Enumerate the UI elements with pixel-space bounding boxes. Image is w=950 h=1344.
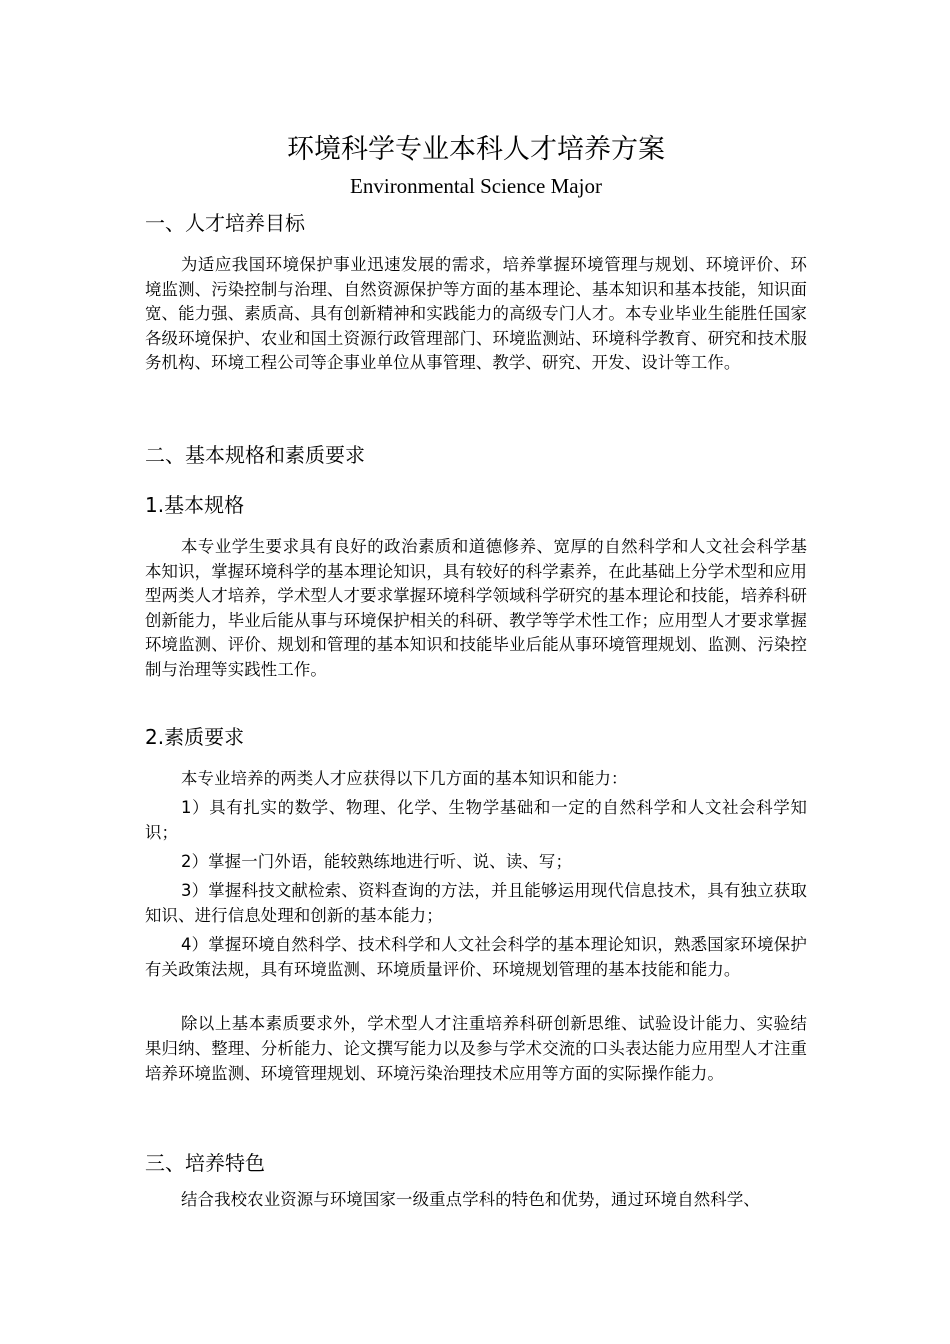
section-1-heading: 一、人才培养目标 bbox=[145, 211, 305, 235]
document-subtitle: Environmental Science Major bbox=[350, 174, 602, 198]
quality-item-1: 1）具有扎实的数学、物理、化学、生物学基础和一定的自然科学和人文社会科学知识； bbox=[145, 798, 807, 842]
section-3-body: 结合我校农业资源与环境国家一级重点学科的特色和优势，通过环境自然科学、 bbox=[181, 1190, 760, 1209]
subsection-quality-heading: 2.素质要求 bbox=[145, 725, 245, 749]
quality-item-3: 3）掌握科技文献检索、资料查询的方法，并且能够运用现代信息技术，具有独立获取知识、进行信息处理和创新的基本能力； bbox=[145, 881, 807, 925]
subsection-basic-spec-body: 本专业学生要求具有良好的政治素质和道德修养、宽厚的自然科学和人文社会科学基本知识，掌握环境科学的基本理论知识，具有较好的科学素养，在此基础上分学术型和应用型两类人才培养，学术型人才要求掌握环境科学领域科学研究的基本理论和技能，培养科研创新能力，毕业后能从事与环境保护相关的科研、教学等学术性工作；应用型人才要求掌握环境监测、评价、规划和管理的基本知识和技能毕业后能从事环境管理规划、监测、污染控制与治理等实践性工作。 bbox=[145, 537, 807, 679]
quality-item-2: 2）掌握一门外语，能较熟练地进行听、说、读、写； bbox=[181, 852, 573, 871]
quality-item-4: 4）掌握环境自然科学、技术科学和人文社会科学的基本理论知识，熟悉国家环境保护有关政策法规，具有环境监测、环境质量评价、环境规划管理的基本技能和能力。 bbox=[145, 935, 807, 979]
quality-closing: 除以上基本素质要求外，学术型人才注重培养科研创新思维、试验设计能力、实验结果归纳、整理、分析能力、论文撰写能力以及参与学术交流的口头表达能力应用型人才注重培养环境监测、环境管理规划、环境污染治理技术应用等方面的实际操作能力。 bbox=[145, 1014, 807, 1083]
section-3-heading: 三、培养特色 bbox=[145, 1151, 265, 1175]
section-1-body: 为适应我国环境保护事业迅速发展的需求，培养掌握环境管理与规划、环境评价、环境监测、污染控制与治理、自然资源保护等方面的基本理论、基本知识和基本技能，知识面宽、能力强、素质高、具有创新精神和实践能力的高级专门人才。本专业毕业生能胜任国家各级环境保护、农业和国土资源行政管理部门、环境监测站、环境科学教育、研究和技术服务机构、环境工程公司等企事业单位从事管理、教学、研究、开发、设计等工作。 bbox=[145, 255, 807, 373]
document-title: 环境科学专业本科人才培养方案 bbox=[287, 134, 665, 165]
subsection-basic-spec-heading: 1.基本规格 bbox=[145, 493, 245, 517]
section-2-heading: 二、基本规格和素质要求 bbox=[145, 443, 365, 467]
quality-intro: 本专业培养的两类人才应获得以下几方面的基本知识和能力： bbox=[181, 769, 628, 788]
